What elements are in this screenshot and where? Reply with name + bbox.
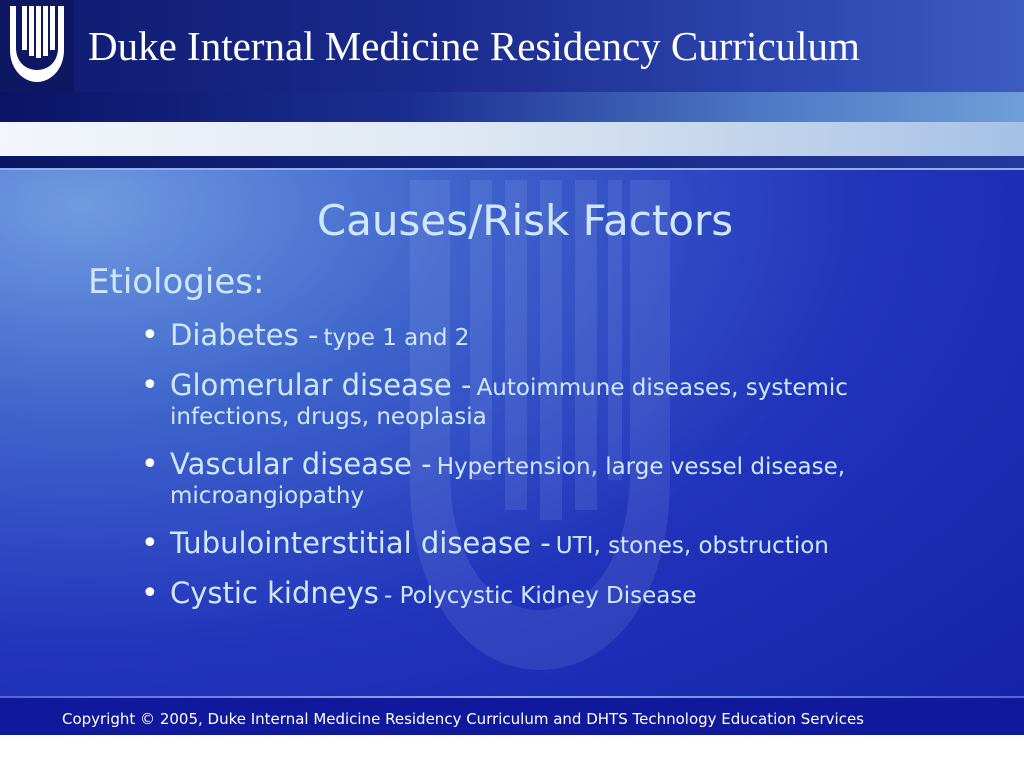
item-term: Diabetes - [170, 317, 319, 352]
item-term: Cystic kidneys [170, 576, 379, 611]
item-term: Tubulointerstitial disease - [170, 526, 551, 561]
logo-box [0, 0, 74, 92]
item-term: Vascular disease - [170, 447, 432, 482]
slide-header [0, 0, 1024, 92]
bullet-icon: • [141, 576, 159, 612]
etiology-list [88, 317, 888, 612]
item-description: Autoimmune diseases, systemic infections, drugs, neoplasia [170, 375, 848, 431]
presentation-title: Duke Internal Medicine Residency Curriculum [88, 23, 860, 69]
item-description: type 1 and 2 [323, 324, 470, 351]
bullet-icon: • [141, 526, 159, 562]
copyright-text: Copyright © 2005, Duke Internal Medicine Residency Curriculum and DHTS Technology Education Services [62, 710, 864, 728]
duke-shield-icon [0, 0, 74, 92]
list-item [141, 525, 880, 562]
etiologies-subheading: Etiologies: [88, 262, 265, 302]
header-band-light [0, 122, 1024, 156]
item-term: Glomerular disease - [170, 368, 472, 403]
list-item [141, 575, 880, 612]
bullet-icon: • [141, 447, 159, 483]
item-description: UTI, stones, obstruction [555, 533, 829, 560]
slide-heading: Causes/Risk Factors [316, 196, 734, 245]
header-band-thin [0, 156, 1024, 170]
header-band-dark [0, 92, 1024, 122]
slide-content [88, 262, 888, 626]
list-item [141, 367, 880, 432]
list-item [141, 446, 880, 511]
item-description: - Polycystic Kidney Disease [383, 583, 697, 610]
bullet-icon: • [141, 317, 159, 353]
slide-footer [0, 698, 1024, 735]
item-description: Hypertension, large vessel disease, microangiopathy [170, 454, 846, 510]
list-item [141, 317, 880, 353]
bullet-icon: • [141, 368, 159, 404]
